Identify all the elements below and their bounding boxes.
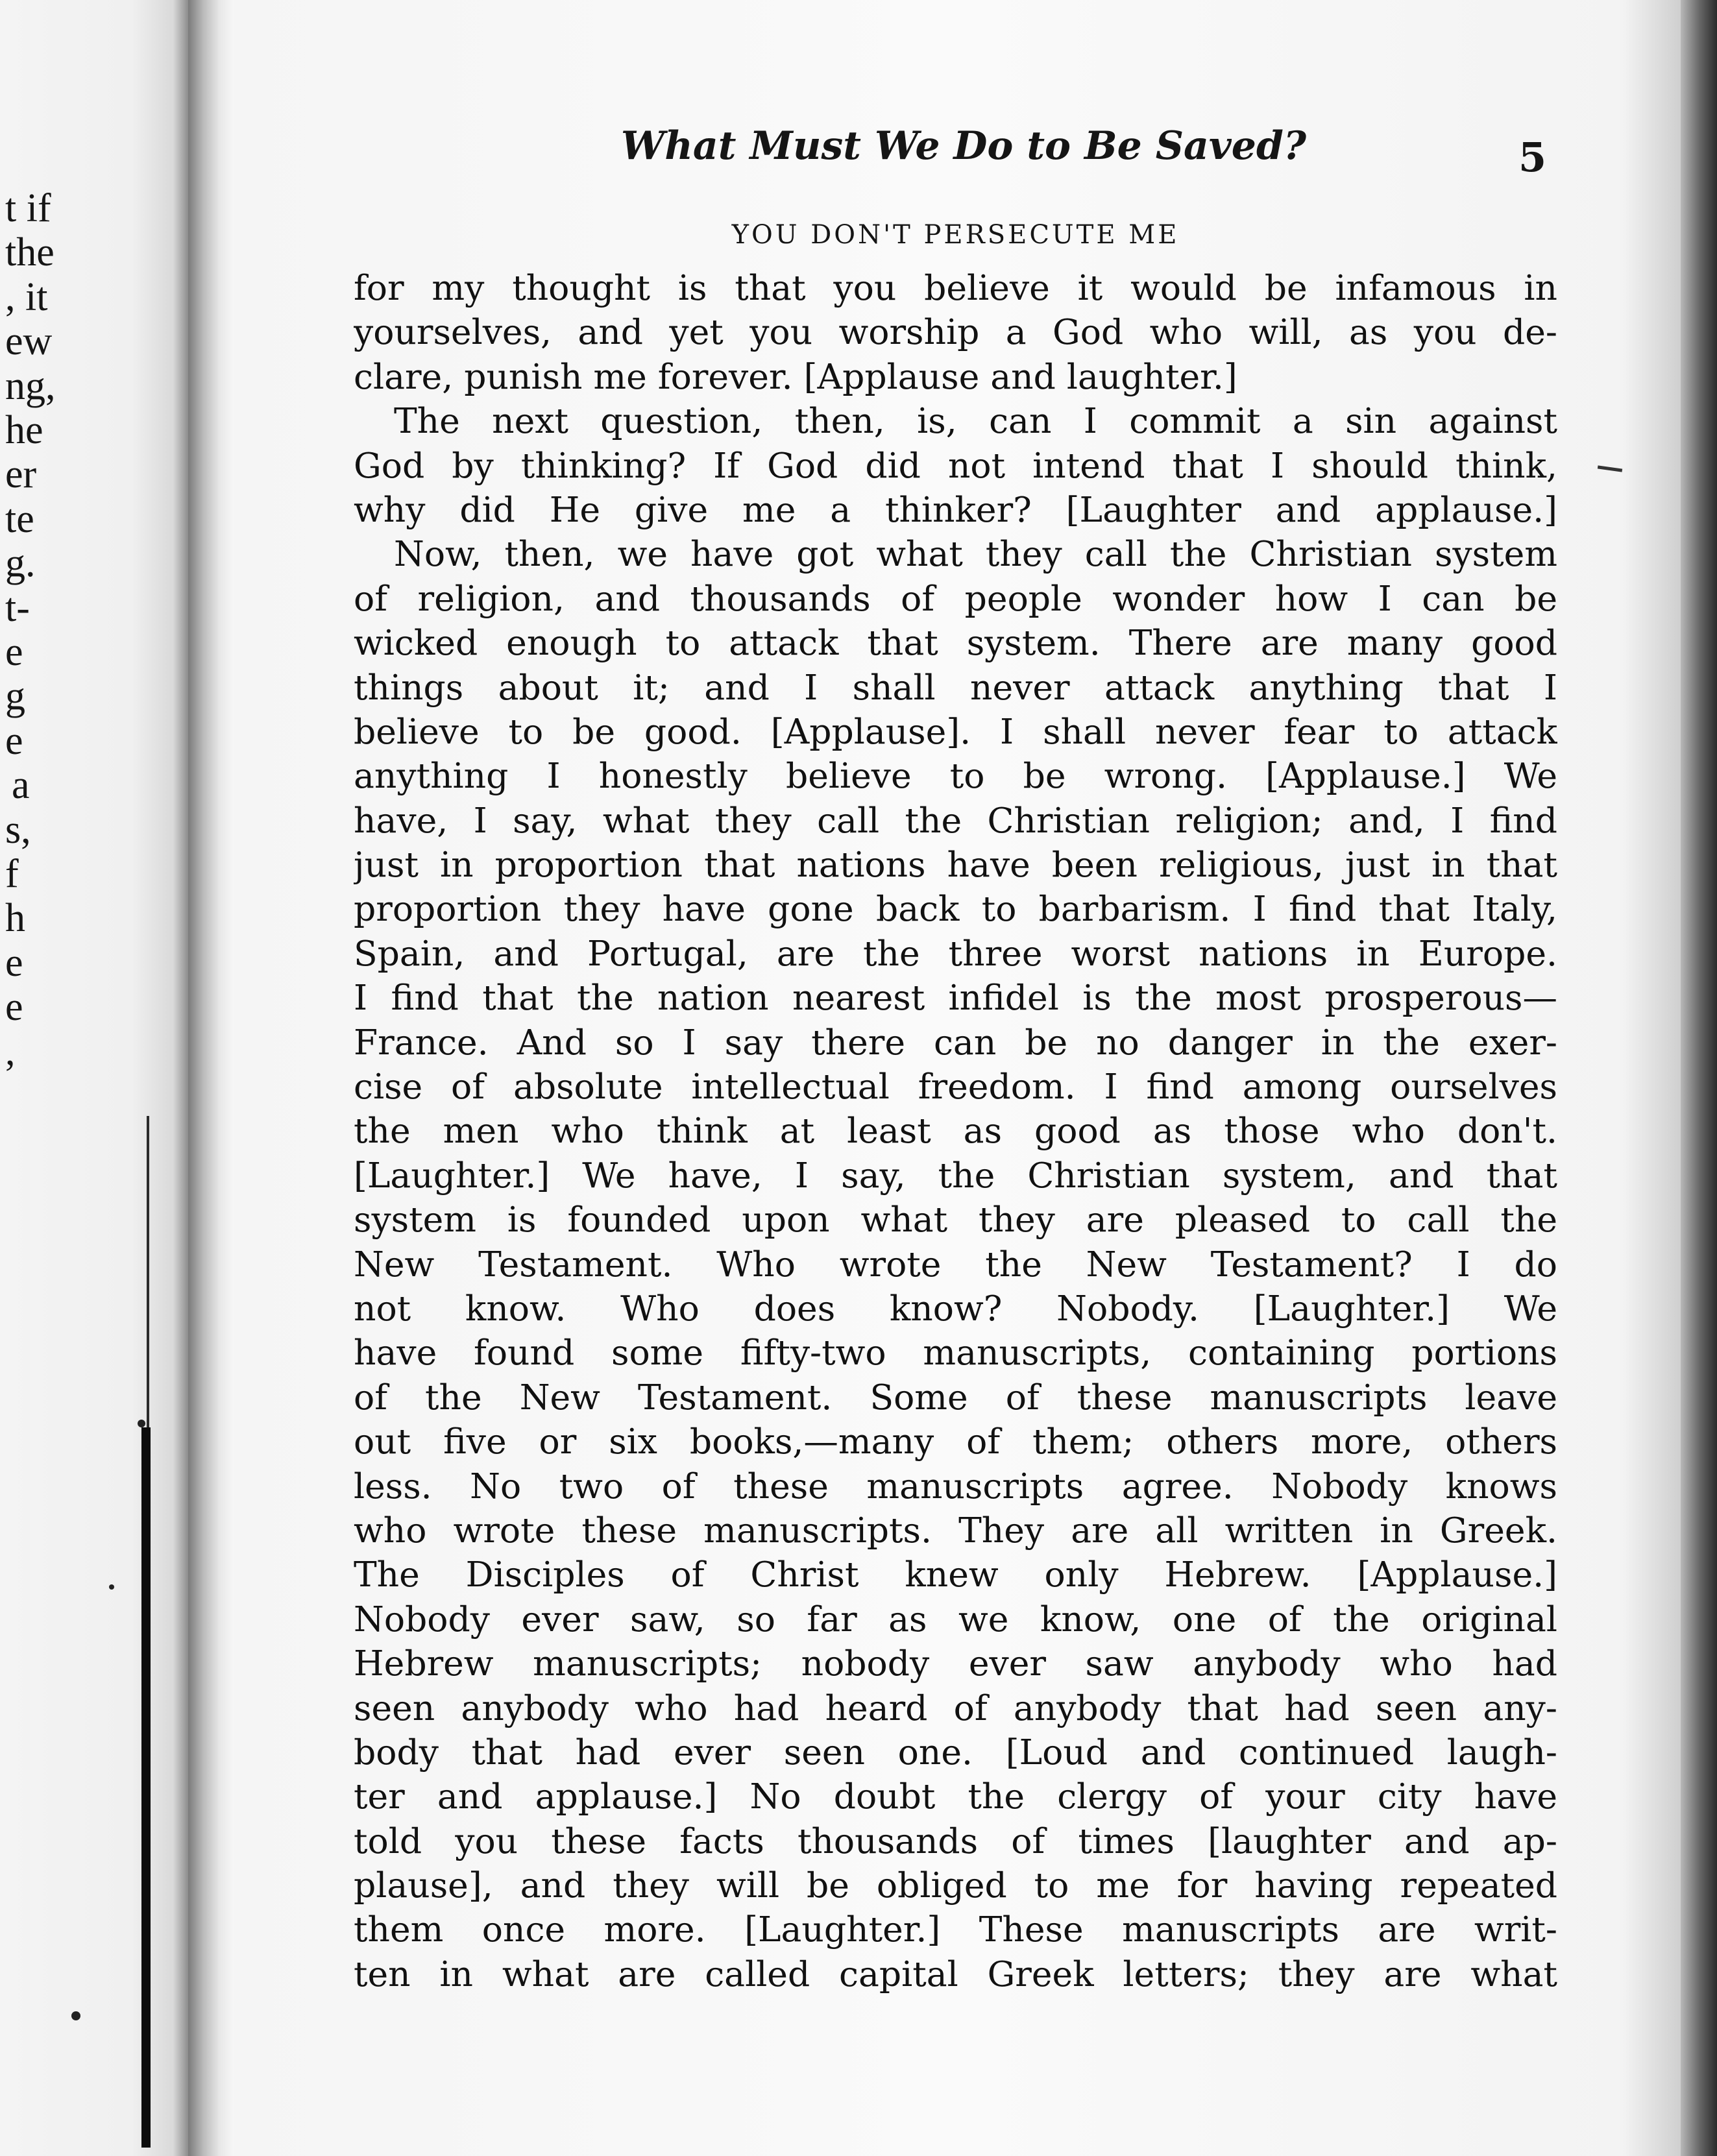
text-line: of the New Testament. Some of these manuscripts leave — [354, 1376, 1557, 1418]
text-line: things about it; and I shall never attack anything that I — [354, 666, 1557, 708]
text-line: body that had ever seen one. [Loud and continued laugh- — [354, 1731, 1557, 1773]
left-page-fragment: e — [5, 630, 23, 674]
text-line: proportion they have gone back to barbarism. I find that Italy, — [354, 888, 1557, 930]
text-line: the men who think at least as good as those who don't. — [354, 1110, 1557, 1152]
text-line: Spain, and Portugal, are the three worst nations in Europe. — [354, 932, 1557, 974]
left-page-fragment: , it — [5, 274, 48, 319]
text-line: clare, punish me forever. [Applause and laughter.] — [354, 356, 1237, 397]
left-page-fragment: s, — [5, 807, 31, 852]
left-page-fragment: a — [12, 763, 30, 808]
left-page-fragment: te — [5, 496, 34, 541]
text-line: wicked enough to attack that system. There are many good — [354, 622, 1557, 664]
left-page-fragment: ng, — [5, 363, 56, 408]
text-line: of religion, and thousands of people wonder how I can be — [354, 577, 1557, 619]
running-head: What Must We Do to Be Saved? — [620, 123, 1307, 169]
text-line: Nobody ever saw, so far as we know, one of the original — [354, 1598, 1557, 1640]
text-line: why did He give me a thinker? [Laughter and applause.] — [354, 489, 1557, 530]
text-line: not know. Who does know? Nobody. [Laughter.] We — [354, 1287, 1557, 1329]
section-heading: YOU DON'T PERSECUTE ME — [731, 220, 1180, 250]
left-page-fragment: he — [5, 408, 43, 452]
text-line: yourselves, and yet you worship a God who will, as you de- — [354, 311, 1557, 353]
text-line: The Disciples of Christ knew only Hebrew. [Applause.] — [354, 1554, 1557, 1595]
text-line: believe to be good. [Applause]. I shall never fear to attack — [354, 710, 1557, 752]
left-page-fragment: the — [5, 230, 55, 275]
text-line: seen anybody who had heard of anybody that had seen any- — [354, 1687, 1557, 1728]
left-facing-page — [0, 0, 188, 2156]
text-line: I find that the nation nearest infidel is the most prosperous— — [354, 977, 1557, 1019]
left-page-fragment: e — [5, 985, 23, 1030]
text-line: France. And so I say there can be no danger in the exer- — [354, 1021, 1557, 1063]
body-text — [354, 266, 1557, 1996]
text-line: New Testament. Who wrote the New Testament? I do — [354, 1243, 1557, 1285]
text-line: just in proportion that nations have been religious, just in that — [354, 844, 1557, 886]
text-line: told you these facts thousands of times [laughter and ap- — [354, 1820, 1557, 1861]
binding-shadow-line — [147, 1116, 149, 1427]
left-page-fragment: f — [5, 852, 19, 896]
text-line: anything I honestly believe to be wrong. [Applause.] We — [354, 755, 1557, 797]
text-line: cise of absolute intellectual freedom. I find among ourselves — [354, 1066, 1557, 1108]
text-line: have, I say, what they call the Christian religion; and, I find — [354, 799, 1557, 841]
binding-mark — [138, 1420, 145, 1427]
text-line: them once more. [Laughter.] These manuscripts are writ- — [354, 1909, 1557, 1950]
text-line: [Laughter.] We have, I say, the Christian system, and that — [354, 1154, 1557, 1196]
left-page-fragment: g. — [5, 541, 36, 586]
left-page-fragment: er — [5, 452, 37, 497]
text-line: who wrote these manuscripts. They are all written in Greek. — [354, 1509, 1557, 1551]
text-line: Hebrew manuscripts; nobody ever saw anybody who had — [354, 1643, 1557, 1684]
left-page-fragment: t- — [5, 585, 30, 630]
text-line: plause], and they will be obliged to me for having repeated — [354, 1865, 1557, 1906]
text-line: ter and applause.] No doubt the clergy of your city have — [354, 1776, 1557, 1817]
page-number: 5 — [1518, 134, 1547, 181]
binding-edge — [141, 1427, 151, 2148]
text-line: for my thought is that you believe it would be infamous in — [354, 267, 1557, 308]
left-page-fragment: e — [5, 940, 23, 985]
left-page-fragment: e — [5, 718, 23, 763]
left-page-fragment: t if — [5, 186, 51, 230]
text-line: system is founded upon what they are pleased to call the — [354, 1199, 1557, 1241]
left-page-fragment: h — [5, 896, 25, 941]
left-page-fragment: ew — [5, 319, 53, 364]
left-page-fragment: g — [5, 674, 25, 719]
page-speck — [71, 2011, 80, 2020]
text-line: Now, then, we have got what they call the Christian system — [394, 533, 1557, 575]
book-gutter — [188, 0, 234, 2156]
text-line: ten in what are called capital Greek letters; they are what — [354, 1953, 1557, 1994]
text-line: have found some fifty-two manuscripts, containing portions — [354, 1332, 1557, 1374]
page-edge-shadow — [1681, 0, 1717, 2156]
text-line: God by thinking? If God did not intend that I should think, — [354, 444, 1557, 486]
text-line: less. No two of these manuscripts agree. Nobody knows — [354, 1465, 1557, 1507]
left-page-fragment: , — [5, 1029, 16, 1074]
text-line: The next question, then, is, can I commit a sin against — [394, 400, 1557, 442]
text-line: out five or six books,—many of them; others more, others — [354, 1421, 1557, 1462]
page-speck — [109, 1584, 114, 1590]
